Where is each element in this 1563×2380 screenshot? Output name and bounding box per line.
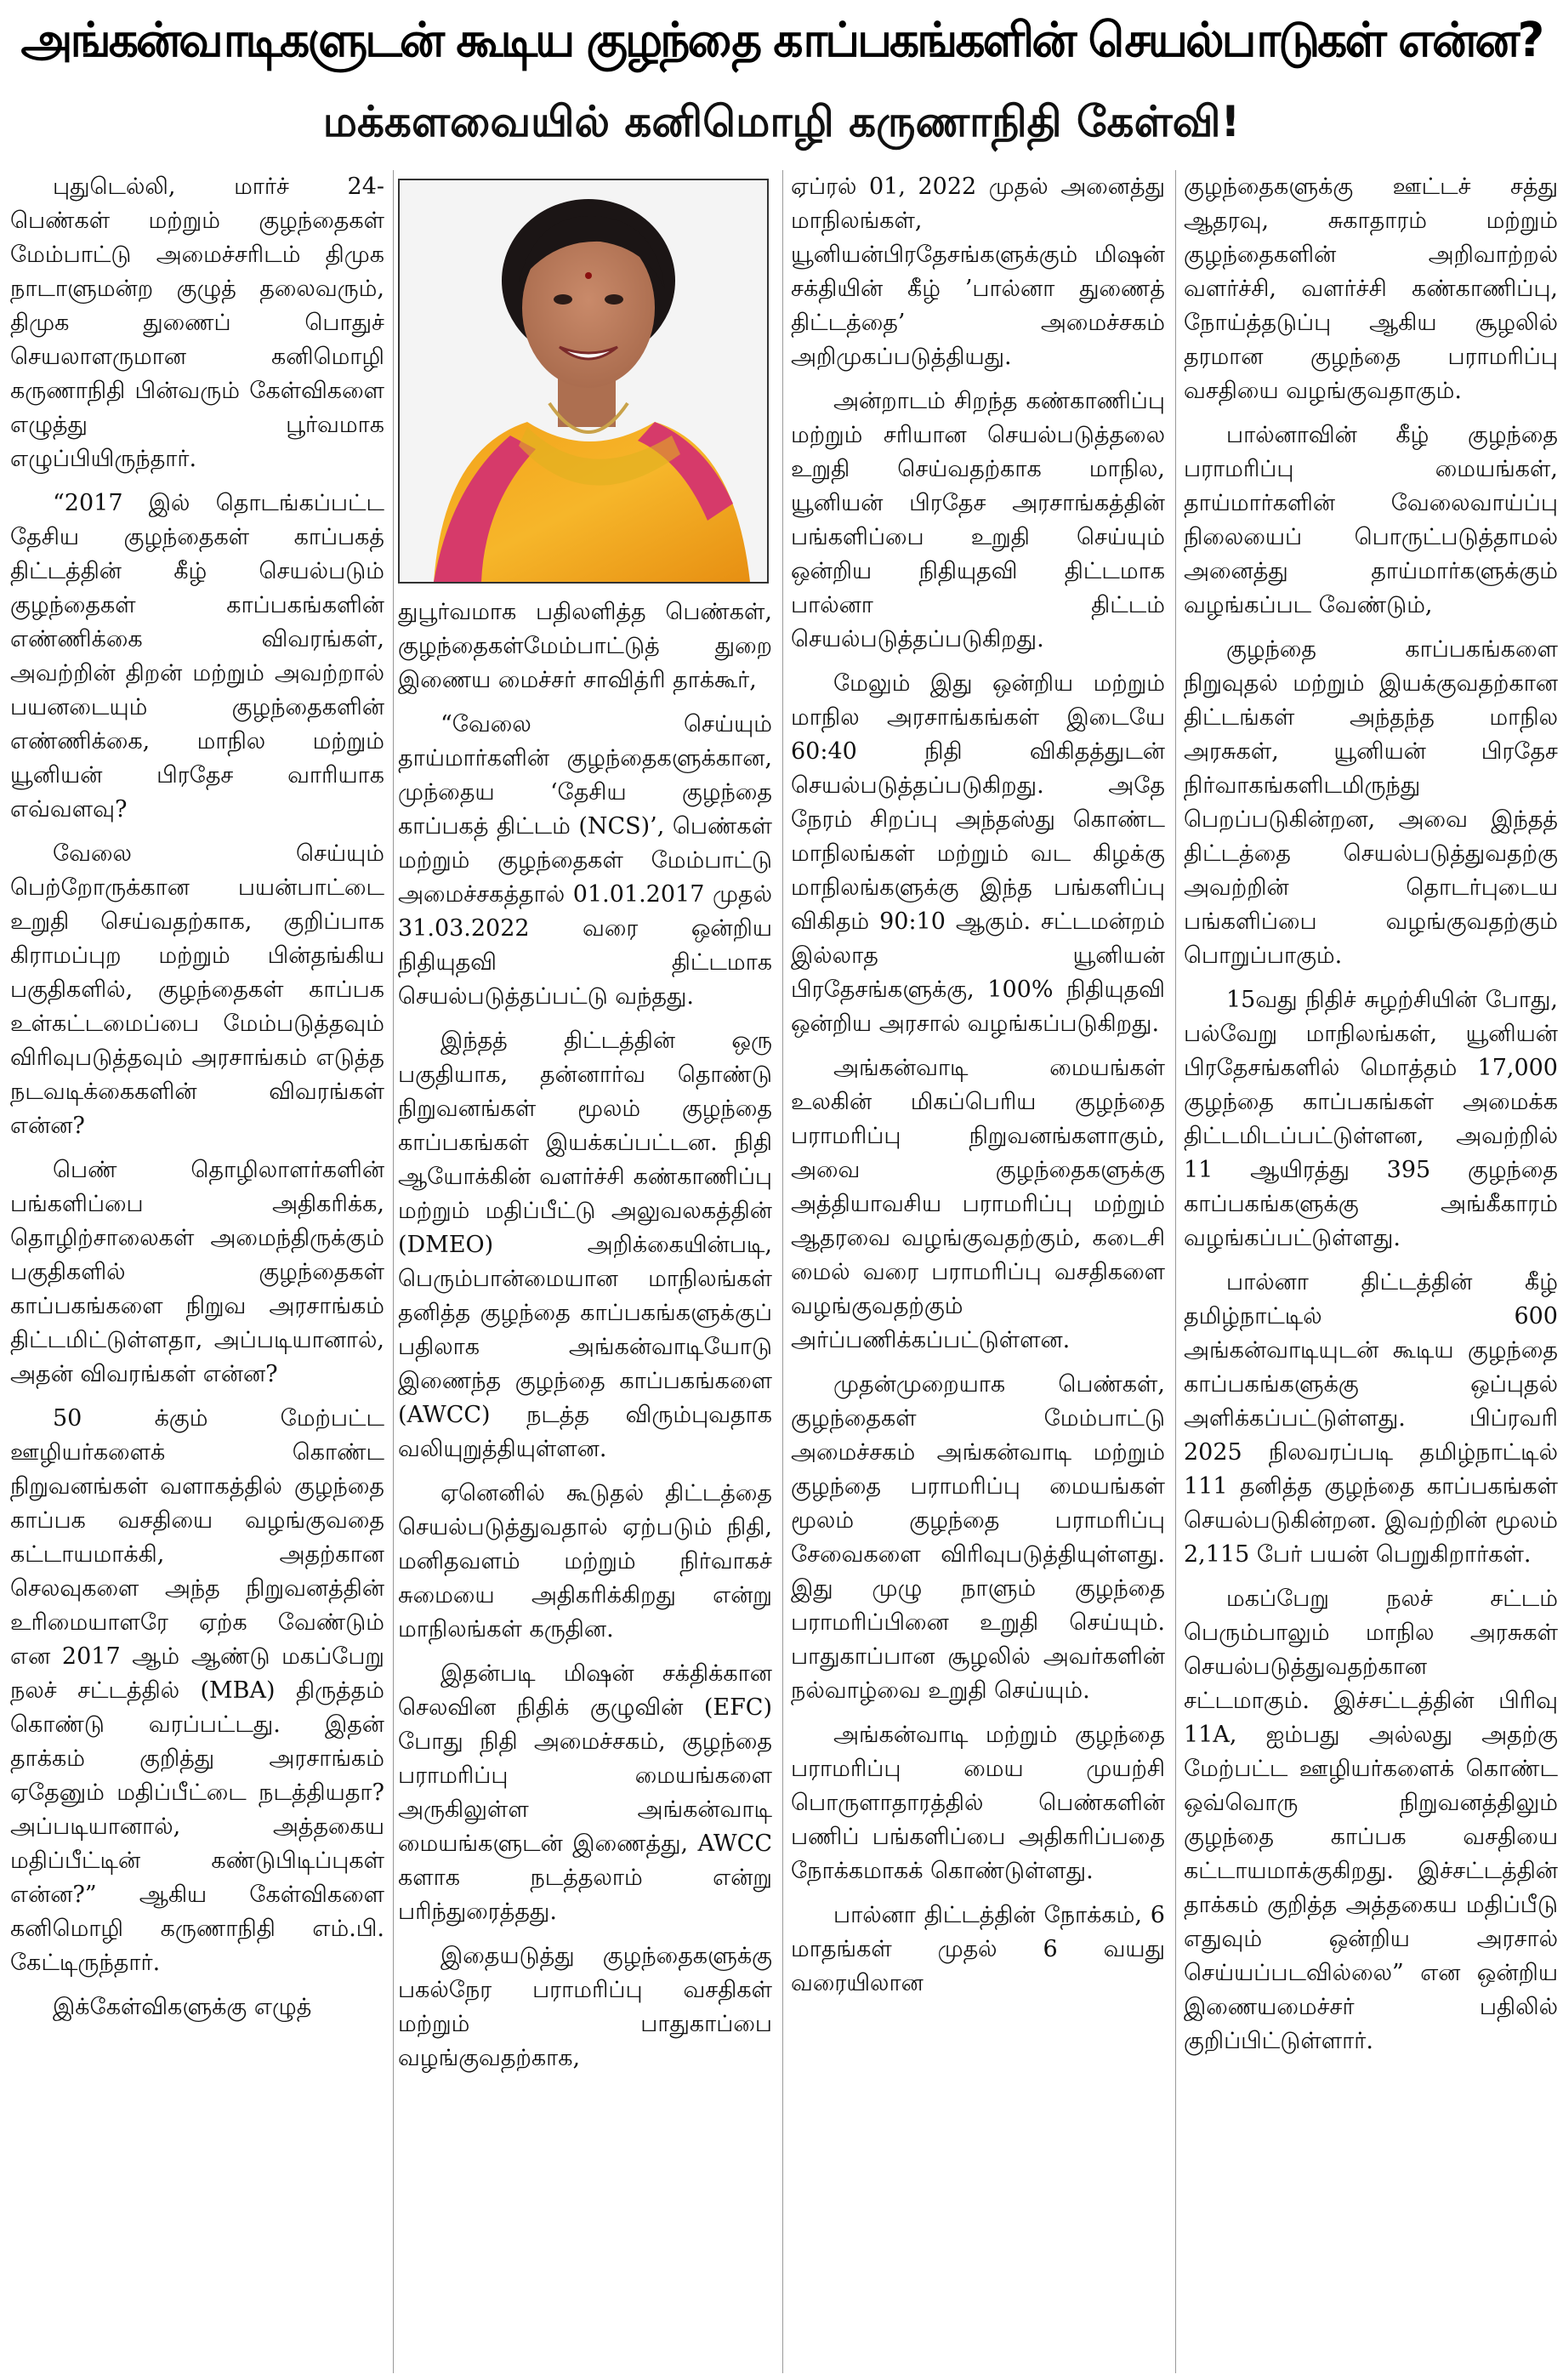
portrait-photo (398, 179, 769, 584)
article-paragraph: மேலும் இது ஒன்றிய மற்றும் மாநில அரசாங்கங்கள் இடையே 60:40 நிதி விகிதத்துடன் செயல்படுத்தப்படுகிறது. அதே நேரம் சிறப்பு அந்தஸ்து கொண்ட மாநிலங்கள் மற்றும் வட கிழக்கு மாநிலங்களுக்கு இந்த பங்களிப்பு விகிதம் 90:10 ஆகும். சட்டமன்றம் இல்லாத யூனியன் பிரதேசங்களுக்கு, 100% நிதியுதவி ஒன்றிய அரசால் வழங்கப்படுகிறது. (791, 670, 1165, 1037)
article-column-3 (791, 170, 1165, 2373)
article-paragraph: பால்னாவின் கீழ் குழந்தை பராமரிப்பு மையங்கள், தாய்மார்களின் வேலைவாய்ப்பு நிலையைப் பொருட்படுத்தாமல் அனைத்து தாய்மார்களுக்கும் வழங்கப்பட வேண்டும், (1184, 422, 1558, 618)
article-paragraph: பால்னா திட்டத்தின் கீழ் தமிழ்நாட்டில் 600 அங்கன்வாடியுடன் கூடிய குழந்தை காப்பகங்களுக்கு ஒப்புதல் அளிக்கப்பட்டுள்ளது. பிப்ரவரி 2025 நிலவரப்படி தமிழ்நாட்டில் 111 தனித்த குழந்தை காப்பகங்கள் செயல்படுகின்றன. இவற்றின் மூலம் 2,115 பேர் பயன் பெறுகிறார்கள். (1184, 1269, 1558, 1568)
article-paragraph: இந்தத் திட்டத்தின் ஒரு பகுதியாக, தன்னார்வ தொண்டு நிறுவனங்கள் மூலம் குழந்தை காப்பகங்கள் இயக்கப்பட்டன. நிதி ஆயோக்கின் வளர்ச்சி கண்காணிப்பு மற்றும் மதிப்பீட்டு அலுவலகத்தின் (DMEO) அறிக்கையின்படி, பெரும்பான்மையான மாநிலங்கள் தனித்த குழந்தை காப்பகங்களுக்குப் பதிலாக அங்கன்வாடியோடு இணைந்த குழந்தை காப்பகங்களை (AWCC) நடத்த விரும்புவதாக வலியுறுத்தியுள்ளன. (398, 1028, 772, 1462)
article-column-4 (1184, 170, 1558, 2373)
column-divider (1175, 170, 1176, 2373)
column-divider (393, 170, 394, 2373)
article-paragraph: ஏனெனில் கூடுதல் திட்டத்தை செயல்படுத்துவதால் ஏற்படும் நிதி, மனிதவளம் மற்றும் நிர்வாகச் சுமையை அதிகரிக்கிறது என்று மாநிலங்கள் கருதின. (398, 1480, 772, 1643)
portrait-illustration (400, 180, 767, 582)
article-paragraph: புதுடெல்லி, மார்ச் 24- பெண்கள் மற்றும் குழந்தைகள் மேம்பாட்டு அமைச்சரிடம் திமுக நாடாளுமன்ற குழுத் தலைவரும், திமுக துணைப் பொதுச் செயலாளருமான கனிமொழி கருணாநிதி பின்வரும் கேள்விகளை எழுத்து பூர்வமாக எழுப்பியிருந்தார். (10, 174, 384, 472)
article-paragraph: பால்னா திட்டத்தின் நோக்கம், 6 மாதங்கள் முதல் 6 வயது வரையிலான (791, 1902, 1165, 1996)
article-paragraph: மகப்பேறு நலச் சட்டம் பெரும்பாலும் மாநில அரசுகள் செயல்படுத்துவதற்கான சட்டமாகும். இச்சட்டத்தின் பிரிவு 11A, ஐம்பது அல்லது அதற்கு மேற்பட்ட ஊழியர்களைக் கொண்ட ஒவ்வொரு நிறுவனத்திலும் குழந்தை காப்பக வசதியை கட்டாயமாக்குகிறது. இச்சட்டத்தின் தாக்கம் குறித்த அத்தகைய மதிப்பீடு எதுவும் ஒன்றிய அரசால் செய்யப்படவில்லை” என ஒன்றிய இணையமைச்சர் பதிலில் குறிப்பிட்டுள்ளார். (1184, 1586, 1558, 2054)
article-column-1 (10, 170, 384, 2373)
article-paragraph: துபூர்வமாக பதிலளித்த பெண்கள், குழந்தைகள்மேம்பாட்டுத் துறை இணைய மைச்சர் சாவித்ரி தாக்கூர், (398, 599, 772, 693)
article-paragraph: 15வது நிதிச் சுழற்சியின் போது, பல்வேறு மாநிலங்கள், யூனியன் பிரதேசங்களில் மொத்தம் 17,000 குழந்தை காப்பகங்கள் அமைக்க திட்டமிடப்பட்டுள்ளன, அவற்றில் 11 ஆயிரத்து 395 குழந்தை காப்பகங்களுக்கு அங்கீகாரம் வழங்கப்பட்டுள்ளது. (1184, 987, 1558, 1251)
headline: அங்கன்வாடிகளுடன் கூடிய குழந்தை காப்பகங்களின் செயல்பாடுகள் என்ன? (20, 13, 1543, 68)
article-column-2 (398, 595, 772, 2373)
article-paragraph: அன்றாடம் சிறந்த கண்காணிப்பு மற்றும் சரியான செயல்படுத்தலை உறுதி செய்வதற்காக மாநில, யூனியன் பிரதேச அரசாங்கத்தின் பங்களிப்பை உறுதி செய்யும் ஒன்றிய நிதியுதவி திட்டமாக பால்னா திட்டம் செயல்படுத்தப்படுகிறது. (791, 388, 1165, 652)
article-paragraph: ஏப்ரல் 01, 2022 முதல் அனைத்து மாநிலங்கள், யூனியன்பிரதேசங்களுக்கும் மிஷன் சக்தியின் கீழ் ’பால்னா துணைத் திட்டத்தை’ அமைச்சகம் அறிமுகப்படுத்தியது. (791, 174, 1165, 370)
article-paragraph: பெண் தொழிலாளர்களின் பங்களிப்பை அதிகரிக்க, தொழிற்சாலைகள் அமைந்திருக்கும் பகுதிகளில் குழந்தைகள் காப்பகங்களை நிறுவ அரசாங்கம் திட்டமிட்டுள்ளதா, அப்படியானால், அதன் விவரங்கள் என்ன? (10, 1157, 384, 1387)
article-paragraph: 50 க்கும் மேற்பட்ட ஊழியர்களைக் கொண்ட நிறுவனங்கள் வளாகத்தில் குழந்தை காப்பக வசதியை வழங்குவதை கட்டாயமாக்கி, அதற்கான செலவுகளை அந்த நிறுவனத்தின் உரிமையாளரே ஏற்க வேண்டும் என 2017 ஆம் ஆண்டு மகப்பேறு நலச் சட்டத்தில் (MBA) திருத்தம் கொண்டு வரப்பட்டது. இதன் தாக்கம் குறித்து அரசாங்கம் ஏதேனும் மதிப்பீட்டை நடத்தியதா? அப்படியானால், அத்தகைய மதிப்பீட்டின் கண்டுபிடிப்புகள் என்ன?” ஆகிய கேள்விகளை கனிமொழி கருணாநிதி எம்.பி. கேட்டிருந்தார். (10, 1405, 384, 1976)
article-paragraph: அங்கன்வாடி மற்றும் குழந்தை பராமரிப்பு மைய முயற்சி பொருளாதாரத்தில் பெண்களின் பணிப் பங்களிப்பை அதிகரிப்பதை நோக்கமாகக் கொண்டுள்ளது. (791, 1722, 1165, 1884)
article-paragraph: குழந்தை காப்பகங்களை நிறுவுதல் மற்றும் இயக்குவதற்கான திட்டங்கள் அந்தந்த மாநில அரசுகள், யூனியன் பிரதேச நிர்வாகங்களிடமிருந்து பெறப்படுகின்றன, அவை இந்தத் திட்டத்தை செயல்படுத்துவதற்கு அவற்றின் தொடர்புடைய பங்களிப்பை வழங்குவதற்கும் பொறுப்பாகும். (1184, 636, 1558, 969)
article-paragraph: “வேலை செய்யும் தாய்மார்களின் குழந்தைகளுக்கான, முந்தைய ‘தேசிய குழந்தை காப்பகத் திட்டம் (NCS)’, பெண்கள் மற்றும் குழந்தைகள் மேம்பாட்டு அமைச்சகத்தால் 01.01.2017 முதல் 31.03.2022 வரை ஒன்றிய நிதியுதவி திட்டமாக செயல்படுத்தப்பட்டு வந்தது. (398, 711, 772, 1010)
article-paragraph: இக்கேள்விகளுக்கு எழுத் (53, 1994, 312, 2020)
column-divider (782, 170, 783, 2373)
article-paragraph: அங்கன்வாடி மையங்கள் உலகின் மிகப்பெரிய குழந்தை பராமரிப்பு நிறுவனங்களாகும், அவை குழந்தைகளுக்கு அத்தியாவசிய பராமரிப்பு மற்றும் ஆதரவை வழங்குவதற்கும், கடைசி மைல் வரை பராமரிப்பு வசதிகளை வழங்குவதற்கும் அர்ப்பணிக்கப்பட்டுள்ளன. (791, 1055, 1165, 1353)
article-paragraph: “2017 இல் தொடங்கப்பட்ட தேசிய குழந்தைகள் காப்பகத் திட்டத்தின் கீழ் செயல்படும் குழந்தைகள் காப்பகங்களின் எண்ணிக்கை விவரங்கள், அவற்றின் திறன் மற்றும் அவற்றால் பயனடையும் குழந்தைகளின் எண்ணிக்கை, மாநில மற்றும் யூனியன் பிரதேச வாரியாக எவ்வளவு? (10, 490, 384, 823)
subheadline: மக்களவையில் கனிமொழி கருணாநிதி கேள்வி! (322, 97, 1241, 146)
article-paragraph: இதையடுத்து குழந்தைகளுக்கு பகல்நேர பராமரிப்பு வசதிகள் மற்றும் பாதுகாப்பை வழங்குவதற்காக, (398, 1943, 772, 2071)
article-paragraph: குழந்தைகளுக்கு ஊட்டச் சத்து ஆதரவு, சுகாதாரம் மற்றும் குழந்தைகளின் அறிவாற்றல் வளர்ச்சி, வளர்ச்சி கண்காணிப்பு, நோய்த்தடுப்பு ஆகிய சூழலில் தரமான குழந்தை பராமரிப்பு வசதியை வழங்குவதாகும். (1184, 174, 1558, 404)
article-paragraph: முதன்முறையாக பெண்கள், குழந்தைகள் மேம்பாட்டு அமைச்சகம் அங்கன்வாடி மற்றும் குழந்தை பராமரிப்பு மையங்கள் மூலம் குழந்தை பராமரிப்பு சேவைகளை விரிவுபடுத்தியுள்ளது. இது முழு நாளும் குழந்தை பராமரிப்பினை உறுதி செய்யும். பாதுகாப்பான சூழலில் அவர்களின் நல்வாழ்வை உறுதி செய்யும். (791, 1371, 1165, 1704)
article-paragraph: இதன்படி மிஷன் சக்திக்கான செலவின நிதிக் குழுவின் (EFC) போது நிதி அமைச்சகம், குழந்தை பராமரிப்பு மையங்களை அருகிலுள்ள அங்கன்வாடி மையங்களுடன் இணைத்து, AWCC களாக நடத்தலாம் என்று பரிந்துரைத்தது. (398, 1660, 772, 1925)
article-paragraph: வேலை செய்யும் பெற்றோருக்கான பயன்பாட்டை உறுதி செய்வதற்காக, குறிப்பாக கிராமப்புற மற்றும் பின்தங்கிய பகுதிகளில், குழந்தைகள் காப்பக உள்கட்டமைப்பை மேம்படுத்தவும் விரிவுபடுத்தவும் அரசாங்கம் எடுத்த நடவடிக்கைகளின் விவரங்கள் என்ன? (10, 840, 384, 1139)
